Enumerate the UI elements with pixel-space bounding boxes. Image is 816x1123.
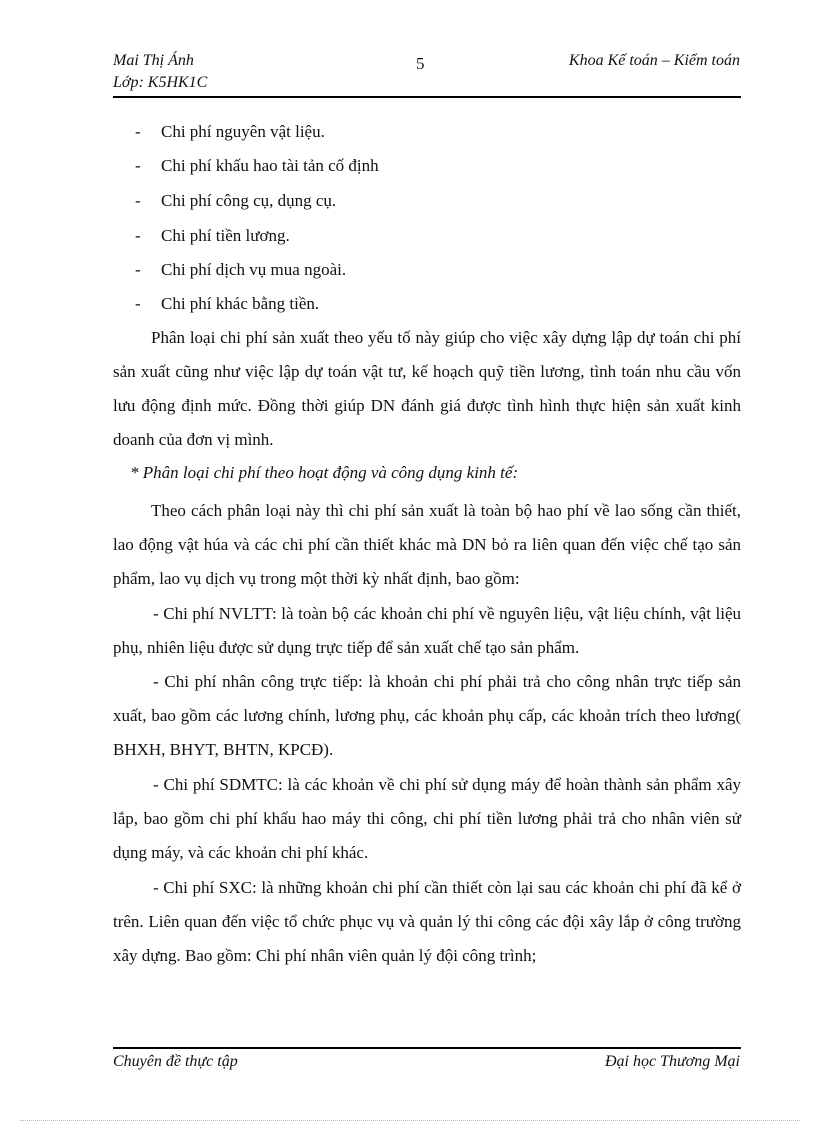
list-item xyxy=(135,191,336,211)
list-item xyxy=(135,156,379,176)
list-item-text: Chi phí nguyên vật liệu. xyxy=(161,122,325,141)
header-department: Khoa Kế toán – Kiểm toán xyxy=(568,52,740,69)
paragraph-sxc: - Chi phí SXC: là những khoản chi phí cần thiết còn lại sau các khoản chi phí đã kể ở trên. Liên quan đến việc tổ chức phục vụ và quản lý thi công các đội xây lắp ở công trường xây dựng. Bao gồm: Chi phí nhân viên quản lý đội công trình; xyxy=(113,878,741,965)
bullet-dash: - xyxy=(135,226,141,245)
list-item xyxy=(135,260,346,280)
list-item-text: Chi phí công cụ, dụng cụ. xyxy=(161,191,337,210)
bullet-dash: - xyxy=(135,294,141,313)
list-item-text: Chi phí khác bằng tiền. xyxy=(161,294,320,313)
list-item-text: Chi phí khấu hao tài tản cố định xyxy=(161,156,379,175)
list-item-text: Chi phí dịch vụ mua ngoài. xyxy=(161,260,347,279)
header-class: Lớp: K5HK1C xyxy=(113,74,208,91)
paragraph-classification-intro: Theo cách phân loại này thì chi phí sản xuất là toàn bộ hao phí về lao sống cần thiết, lao động vật húa và các chi phí cần thiết khác mà DN bỏ ra liên quan đến việc chế tạo sản phẩm, lao vụ dịch vụ trong một thời kỳ nhất định, bao gồm: xyxy=(113,501,741,588)
page-edge-dotted-line xyxy=(20,1120,800,1121)
footer-right: Đại học Thương Mại xyxy=(604,1053,740,1070)
page-number: 5 xyxy=(416,54,425,73)
footer-left: Chuyên đề thực tập xyxy=(113,1053,238,1070)
bullet-dash: - xyxy=(135,122,141,141)
list-item xyxy=(135,226,290,246)
bullet-dash: - xyxy=(135,260,141,279)
footer-rule xyxy=(113,1047,741,1049)
paragraph-nctt: - Chi phí nhân công trực tiếp: là khoản chi phí phải trả cho công nhân trực tiếp sản xuất, bao gồm các lương chính, lương phụ, các khoản phụ cấp, các khoản trích theo lương( BHXH, BHYT, BHTN, KPCĐ). xyxy=(113,672,741,759)
paragraph-cost-element-purpose: Phân loại chi phí sản xuất theo yếu tố này giúp cho việc xây dựng lập dự toán chi phí sản xuất cũng như việc lập dự toán vật tư, kế hoạch quỹ tiền lương, tình toán nhu cầu vốn lưu động định mức. Đồng thời giúp DN đánh giá được tình hình thực hiện sản xuất kinh doanh của đơn vị mình. xyxy=(113,328,741,449)
paragraph-sdmtc: - Chi phí SDMTC: là các khoản về chi phí sử dụng máy để hoàn thành sản phẩm xây lắp, bao gồm chi phí khấu hao máy thi công, chi phí tiền lương phải trả cho nhân viên sử dụng máy, và các khoản chi phí khác. xyxy=(113,775,741,862)
list-item xyxy=(135,122,325,142)
list-item xyxy=(135,294,319,314)
bullet-dash: - xyxy=(135,191,141,210)
header-rule xyxy=(113,96,741,98)
header-author: Mai Thị Ánh xyxy=(113,52,194,69)
section-title: * Phân loại chi phí theo hoạt động và công dụng kinh tế: xyxy=(130,463,519,482)
paragraph-nvltt: - Chi phí NVLTT: là toàn bộ các khoản chi phí về nguyên liệu, vật liệu chính, vật liệu phụ, nhiên liệu được sử dụng trực tiếp để sản xuất chế tạo sản phẩm. xyxy=(113,604,741,657)
list-item-text: Chi phí tiền lương. xyxy=(161,226,290,245)
bullet-dash: - xyxy=(135,156,141,175)
